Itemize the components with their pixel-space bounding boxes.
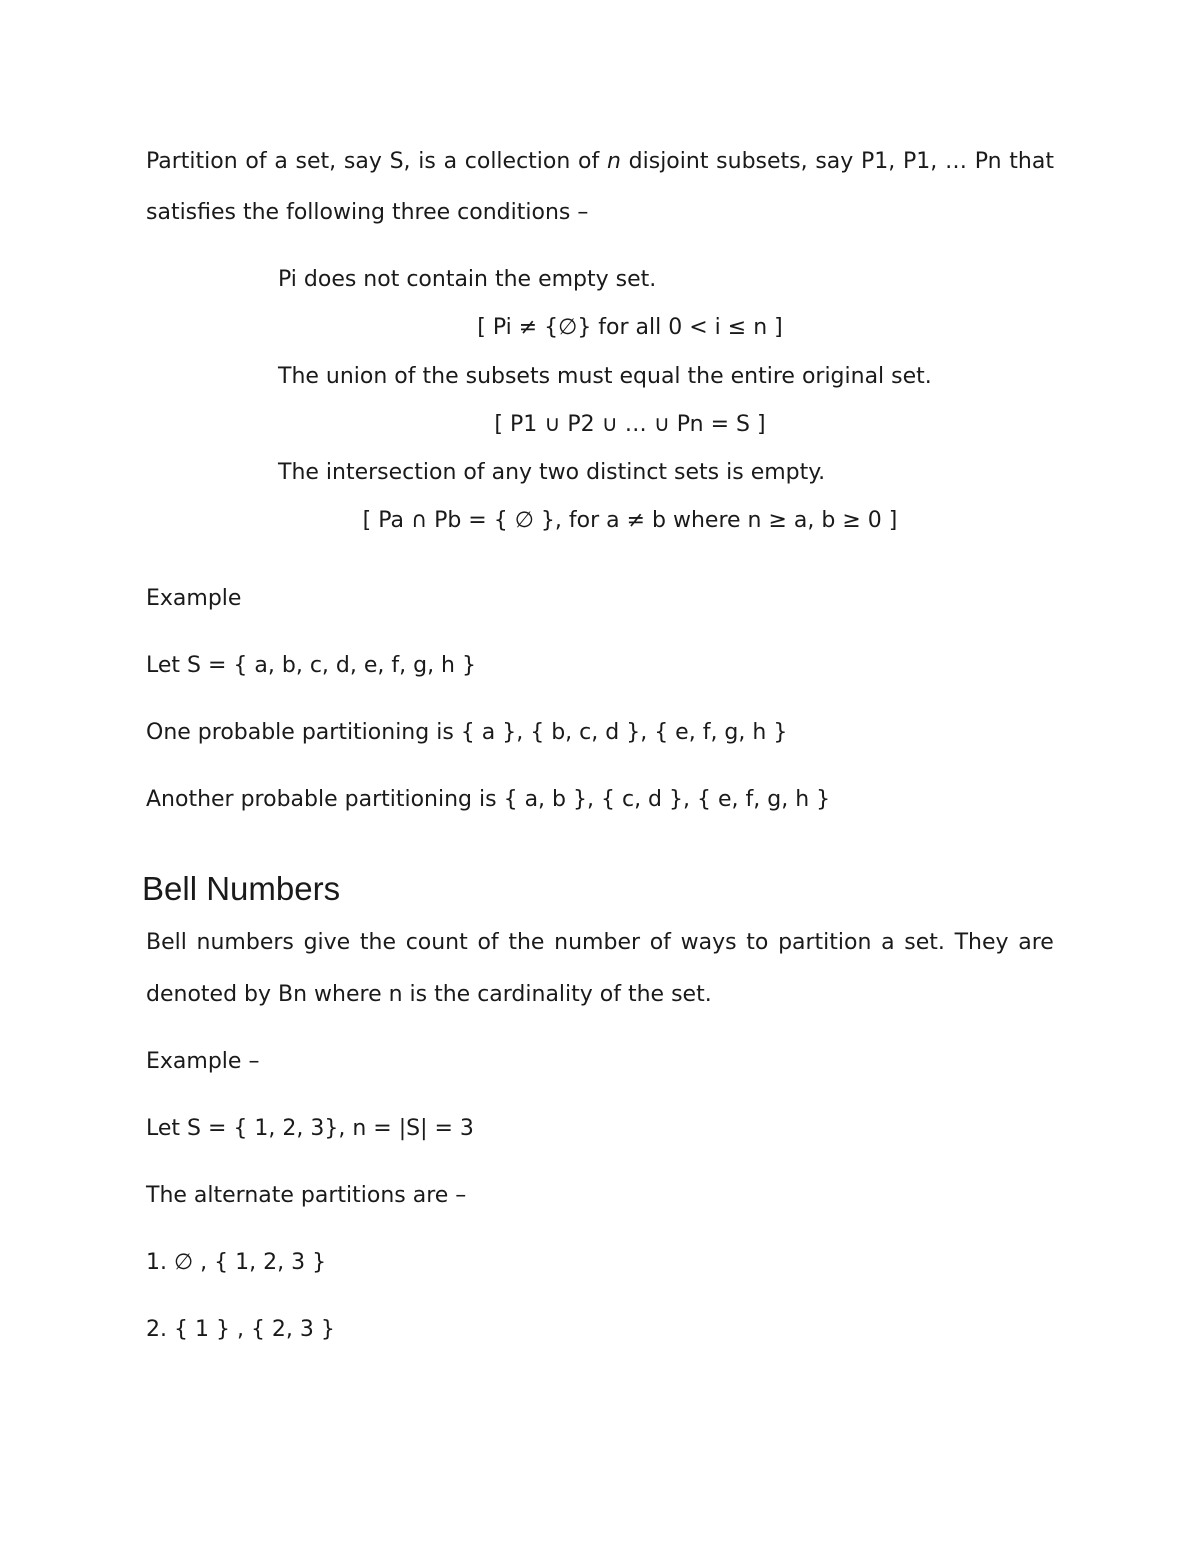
intro-word: a — [443, 149, 458, 174]
intro-line-2: satisfies the following three conditions – — [146, 200, 589, 225]
example-set: Let S = { a, b, c, d, e, f, g, h } — [146, 653, 476, 678]
bell-partition-item-2: 2. { 1 } , { 2, 3 } — [146, 1317, 335, 1342]
bell-word: a — [881, 930, 895, 955]
bell-word: of — [649, 930, 671, 955]
intro-word: P1, — [861, 149, 896, 174]
intro-word: … — [945, 149, 967, 174]
bell-word: to — [746, 930, 769, 955]
condition-3-text: The intersection of any two distinct sets is empty. — [278, 460, 826, 485]
example-partition-1: One probable partitioning is { a }, { b, c, d }, { e, f, g, h } — [146, 720, 788, 745]
bell-word: of — [477, 930, 499, 955]
intro-word: disjoint — [628, 149, 709, 174]
intro-word: that — [1009, 149, 1054, 174]
condition-1-formula: [ Pi ≠ {∅} for all 0 < i ≤ n ] — [477, 315, 783, 340]
bell-word: They — [954, 930, 1009, 955]
condition-1-text: Pi does not contain the empty set. — [278, 267, 657, 292]
bell-word: the — [508, 930, 545, 955]
intro-word: subsets, — [716, 149, 808, 174]
bell-partition-item-1: 1. ∅ , { 1, 2, 3 } — [146, 1250, 327, 1275]
intro-word: say — [815, 149, 854, 174]
bell-example-label: Example – — [146, 1049, 260, 1074]
section-heading: Bell Numbers — [142, 870, 341, 907]
intro-word: set, — [295, 149, 337, 174]
example-partition-2: Another probable partitioning is { a, b }, { c, d }, { e, f, g, h } — [146, 787, 831, 812]
intro-word: n — [606, 149, 621, 174]
intro-word: a — [274, 149, 288, 174]
bell-word: number — [554, 930, 641, 955]
bell-word: are — [1018, 930, 1054, 955]
bell-word: partition — [778, 930, 872, 955]
bell-alternate-label: The alternate partitions are – — [146, 1183, 467, 1208]
bell-word: numbers — [196, 930, 294, 955]
bell-line-1 — [146, 928, 1054, 958]
bell-line-2: denoted by Bn where n is the cardinality of the set. — [146, 982, 712, 1007]
intro-word: of — [245, 149, 267, 174]
intro-word: Partition — [146, 149, 238, 174]
intro-word: P1, — [903, 149, 938, 174]
condition-2-text: The union of the subsets must equal the entire original set. — [278, 364, 932, 389]
intro-word: collection — [464, 149, 571, 174]
example-label: Example — [146, 586, 242, 611]
intro-word: of — [578, 149, 600, 174]
bell-word: ways — [680, 930, 737, 955]
condition-3-formula: [ Pa ∩ Pb = { ∅ }, for a ≠ b where n ≥ a, b ≥ 0 ] — [362, 508, 898, 533]
condition-2-formula: [ P1 ∪ P2 ∪ … ∪ Pn = S ] — [494, 412, 766, 437]
intro-word: say — [343, 149, 382, 174]
bell-word: Bell — [146, 930, 187, 955]
intro-line-1 — [146, 147, 1054, 177]
bell-word: set. — [904, 930, 945, 955]
intro-word: is — [418, 149, 436, 174]
bell-word: give — [303, 930, 351, 955]
bell-word: the — [359, 930, 396, 955]
intro-word: S, — [389, 149, 411, 174]
intro-word: Pn — [974, 149, 1002, 174]
bell-example-set: Let S = { 1, 2, 3}, n = |S| = 3 — [146, 1116, 474, 1141]
bell-word: count — [405, 930, 468, 955]
